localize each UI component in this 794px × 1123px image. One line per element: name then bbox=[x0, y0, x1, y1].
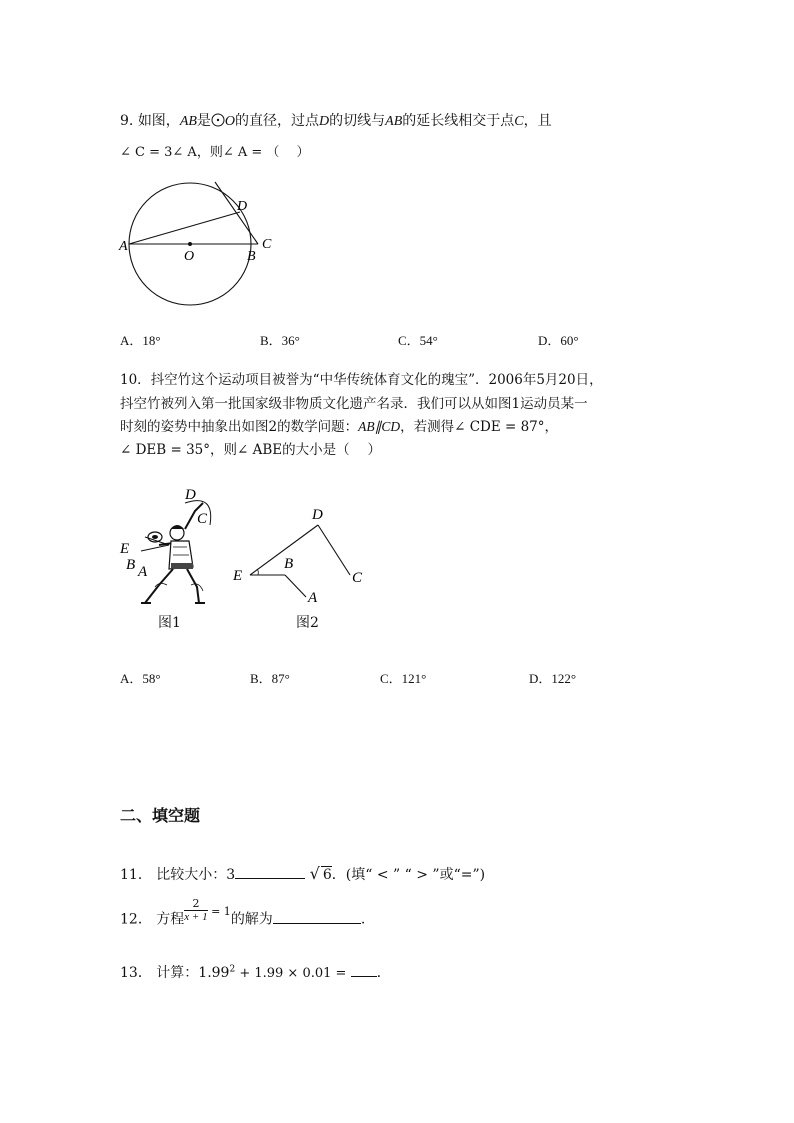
q10-fig1-caption: 图1 bbox=[158, 615, 181, 631]
q9-var-c: C bbox=[514, 114, 524, 129]
q9-option-c: C．54° bbox=[398, 333, 438, 348]
q10-line2: 抖空竹被列入第一批国家级非物质文化遗产名录．我们可以从如图1运动员某一 bbox=[120, 396, 588, 412]
q12-text: 的解为 bbox=[230, 911, 273, 928]
q12-period: . bbox=[360, 911, 366, 928]
sqrt-symbol: √ bbox=[309, 864, 320, 883]
q9-text: 如图， bbox=[137, 113, 180, 129]
q9-text: 的切线与 bbox=[329, 113, 386, 129]
q9-var-o: O bbox=[224, 114, 236, 129]
q9-var-ab: AB bbox=[179, 114, 197, 129]
q9-label-c: C bbox=[262, 237, 272, 252]
q10-figure1-athlete bbox=[115, 485, 225, 610]
q9-text: 是 bbox=[196, 113, 211, 129]
q10-fig2-label-e: E bbox=[233, 568, 243, 584]
q13-text: + 1.99 × 0.01 = bbox=[235, 966, 351, 981]
q12-fraction-numerator: 2 bbox=[192, 897, 200, 910]
q10-fig1-label-b: B bbox=[126, 557, 136, 573]
q13-text: 计算：1.99 bbox=[156, 965, 230, 981]
q10-fig2-label-b: B bbox=[284, 556, 294, 572]
q11-radicand: 6 bbox=[322, 867, 332, 883]
q9-option-b: B．36° bbox=[260, 333, 300, 348]
q13-exponent: 2 bbox=[229, 964, 236, 975]
q9-label-o: O bbox=[184, 249, 195, 264]
q9-text: 的延长线相交于点 bbox=[402, 113, 515, 129]
q12-equals: = 1 bbox=[207, 904, 231, 918]
q9-number: 9. bbox=[120, 113, 134, 129]
q10-text: 抖空竹这个运动项目被誉为“中华传统体育文化的瑰宝”．2006年5月20日， bbox=[150, 372, 603, 388]
q10-option-d: D．122° bbox=[529, 671, 577, 686]
q9-text: ，且 bbox=[523, 113, 552, 129]
q11-number: 11． bbox=[120, 867, 152, 883]
q10-fig2-label-c: C bbox=[352, 570, 363, 586]
q10-fig1-label-d: D bbox=[185, 487, 196, 503]
q10-line4: ∠ DEB = 35°，则∠ ABE的大小是（ ） bbox=[120, 442, 381, 458]
q10-text: ，若测得∠ CDE = 87°， bbox=[400, 419, 559, 435]
q10-line1 bbox=[120, 368, 603, 388]
q10-number: 10． bbox=[120, 372, 151, 388]
q13-number: 13． bbox=[120, 965, 152, 981]
q13-line bbox=[120, 962, 381, 982]
q10-line3 bbox=[120, 415, 558, 435]
q9-line1 bbox=[120, 110, 552, 131]
q10-option-a: A．58° bbox=[120, 671, 161, 686]
q12-line bbox=[120, 897, 366, 933]
q9-label-d: D bbox=[237, 199, 248, 214]
q10-fig1-label-a: A bbox=[138, 564, 148, 580]
q12-fraction-denominator: x + 1 bbox=[184, 911, 208, 923]
q10-fig2-label-a: A bbox=[308, 590, 318, 606]
q9-text: 的直径，过点 bbox=[235, 113, 320, 129]
q11-text: ．(填“ < ” “ > ”或“=”) bbox=[331, 867, 486, 883]
q12-answer-blank[interactable] bbox=[273, 911, 361, 924]
q9-line2: ∠ C = 3∠ A，则∠ A = （ ） bbox=[120, 145, 310, 160]
q9-option-d: D．60° bbox=[538, 333, 579, 348]
q13-period: . bbox=[376, 965, 382, 981]
q9-option-a: A．18° bbox=[120, 333, 161, 348]
q10-fig1-label-c: C bbox=[197, 511, 208, 527]
q9-var-ab: AB bbox=[385, 114, 403, 129]
q10-option-b: B．87° bbox=[250, 671, 290, 686]
q11-line bbox=[120, 864, 485, 884]
q11-text: 比较大小：3 bbox=[156, 867, 236, 883]
q9-var-d: D bbox=[319, 114, 330, 129]
q10-text: 时刻的姿势中抽象出如图2的数学问题： bbox=[120, 419, 359, 435]
q12-number: 12． bbox=[120, 911, 152, 928]
q9-figure bbox=[115, 172, 295, 312]
q10-fig1-label-e: E bbox=[120, 541, 130, 557]
q9-label-a: A bbox=[119, 239, 128, 254]
q10-fig2-label-d: D bbox=[312, 507, 323, 523]
q12-fraction bbox=[184, 897, 207, 924]
q10-figure2 bbox=[228, 500, 378, 610]
q13-answer-blank[interactable] bbox=[351, 964, 377, 977]
q10-parallel: AB∥CD bbox=[358, 419, 401, 434]
circle-dot-icon bbox=[211, 113, 225, 131]
q10-fig2-caption: 图2 bbox=[296, 615, 319, 631]
q11-answer-blank[interactable] bbox=[235, 866, 305, 879]
section-heading: 二、填空题 bbox=[120, 806, 201, 825]
q10-option-c: C．121° bbox=[380, 671, 427, 686]
q9-label-b: B bbox=[247, 249, 256, 264]
q12-text: 方程 bbox=[156, 911, 185, 928]
